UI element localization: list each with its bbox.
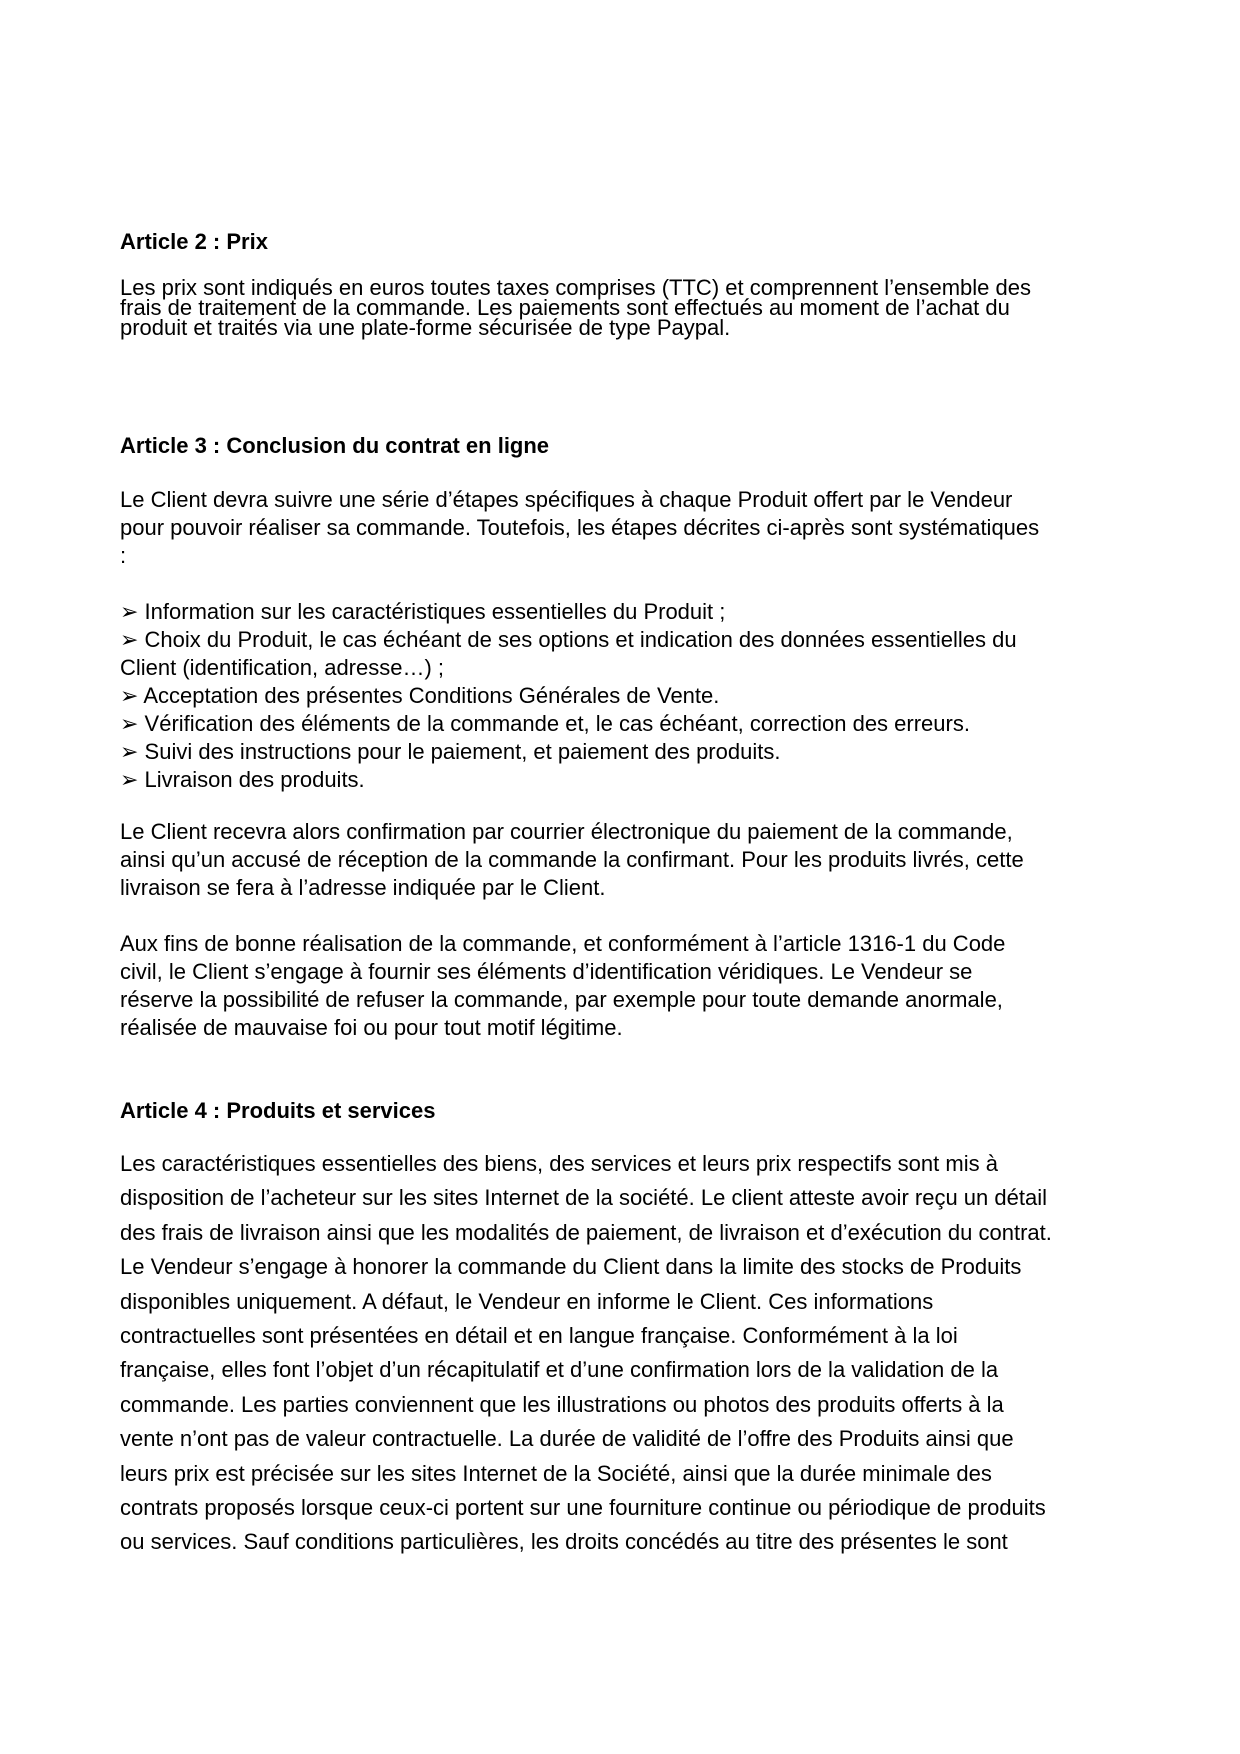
identification-line: réalisée de mauvaise foi ou pour tout motif légitime.: [120, 1015, 623, 1040]
article-3-identification: [120, 930, 1120, 1042]
article-4-line: Les caractéristiques essentielles des biens, des services et leurs prix respectifs sont mis à: [120, 1151, 998, 1176]
step-item: ➢ Vérification des éléments de la commande et, le cas échéant, correction des erreurs.: [120, 711, 970, 736]
article-4-line: vente n’ont pas de valeur contractuelle. La durée de validité de l’offre des Produits ainsi que: [120, 1426, 1014, 1452]
article-2-body: [120, 275, 1120, 340]
article-3-steps-list: [120, 598, 1120, 794]
article-2-line: Les prix sont indiqués en euros toutes taxes comprises (TTC) et comprennent l’ensemble des: [120, 275, 1031, 300]
article-3-intro-line: Le Client devra suivre une série d’étapes spécifiques à chaque Produit offert par le Vendeur: [120, 487, 1013, 512]
article-4-line: disponibles uniquement. A défaut, le Vendeur en informe le Client. Ces informations: [120, 1288, 934, 1314]
confirmation-line: ainsi qu’un accusé de réception de la commande la confirmant. Pour les produits livrés, cette: [120, 847, 1024, 872]
step-item-continued: Client (identification, adresse…) ;: [120, 655, 445, 680]
article-2-line: frais de traitement de la commande. Les paiements sont effectués au moment de l’achat du: [120, 295, 1010, 320]
article-3-heading: Article 3 : Conclusion du contrat en ligne: [120, 433, 550, 458]
step-item: ➢ Acceptation des présentes Conditions Générales de Vente.: [120, 683, 720, 708]
article-2-heading: Article 2 : Prix: [120, 229, 268, 254]
step-item: ➢ Suivi des instructions pour le paiement, et paiement des produits.: [120, 739, 781, 764]
article-4-line: ou services. Sauf conditions particulières, les droits concédés au titre des présentes le sont: [120, 1529, 1008, 1555]
article-4-line: leurs prix est précisée sur les sites Internet de la Société, ainsi que la durée minimale des: [120, 1460, 992, 1486]
article-3-intro-line: :: [120, 543, 127, 568]
identification-line: réserve la possibilité de refuser la commande, par exemple pour toute demande anormale,: [120, 987, 1003, 1012]
article-4-heading: Article 4 : Produits et services: [120, 1098, 436, 1123]
article-3-intro-line: pour pouvoir réaliser sa commande. Toutefois, les étapes décrites ci-après sont systématiques: [120, 515, 1040, 540]
article-3-intro: [120, 486, 1120, 570]
identification-line: civil, le Client s’engage à fournir ses éléments d’identification véridiques. Le Vendeur se: [120, 959, 973, 984]
article-2-line: produit et traités via une plate-forme sécurisée de type Paypal.: [120, 315, 731, 340]
step-item: ➢ Choix du Produit, le cas échéant de ses options et indication des données essentielles du: [120, 627, 1017, 652]
article-4-line: française, elles font l’objet d’un récapitulatif et d’une confirmation lors de la validation de la: [120, 1357, 999, 1383]
article-4-line: des frais de livraison ainsi que les modalités de paiement, de livraison et d’exécution du contrat.: [120, 1219, 1052, 1245]
article-4-line: commande. Les parties conviennent que les illustrations ou photos des produits offerts à la: [120, 1391, 1004, 1417]
article-4-line: contrats proposés lorsque ceux-ci portent sur une fourniture continue ou périodique de produits: [120, 1495, 1046, 1521]
step-item: ➢ Information sur les caractéristiques essentielles du Produit ;: [120, 599, 726, 624]
step-item: ➢ Livraison des produits.: [120, 767, 365, 792]
article-3-confirmation: [120, 818, 1120, 902]
identification-line: Aux fins de bonne réalisation de la commande, et conformément à l’article 1316-1 du Code: [120, 931, 1006, 956]
article-4-body: [120, 1147, 1120, 1560]
article-4-line: contractuelles sont présentées en détail et en langue française. Conformément à la loi: [120, 1323, 958, 1349]
article-4-line: Le Vendeur s’engage à honorer la commande du Client dans la limite des stocks de Produits: [120, 1254, 1022, 1280]
confirmation-line: Le Client recevra alors confirmation par courrier électronique du paiement de la commande,: [120, 819, 1013, 844]
article-4-line: disposition de l’acheteur sur les sites Internet de la société. Le client atteste avoir reçu un détail: [120, 1185, 1047, 1211]
confirmation-line: livraison se fera à l’adresse indiquée par le Client.: [120, 875, 606, 900]
